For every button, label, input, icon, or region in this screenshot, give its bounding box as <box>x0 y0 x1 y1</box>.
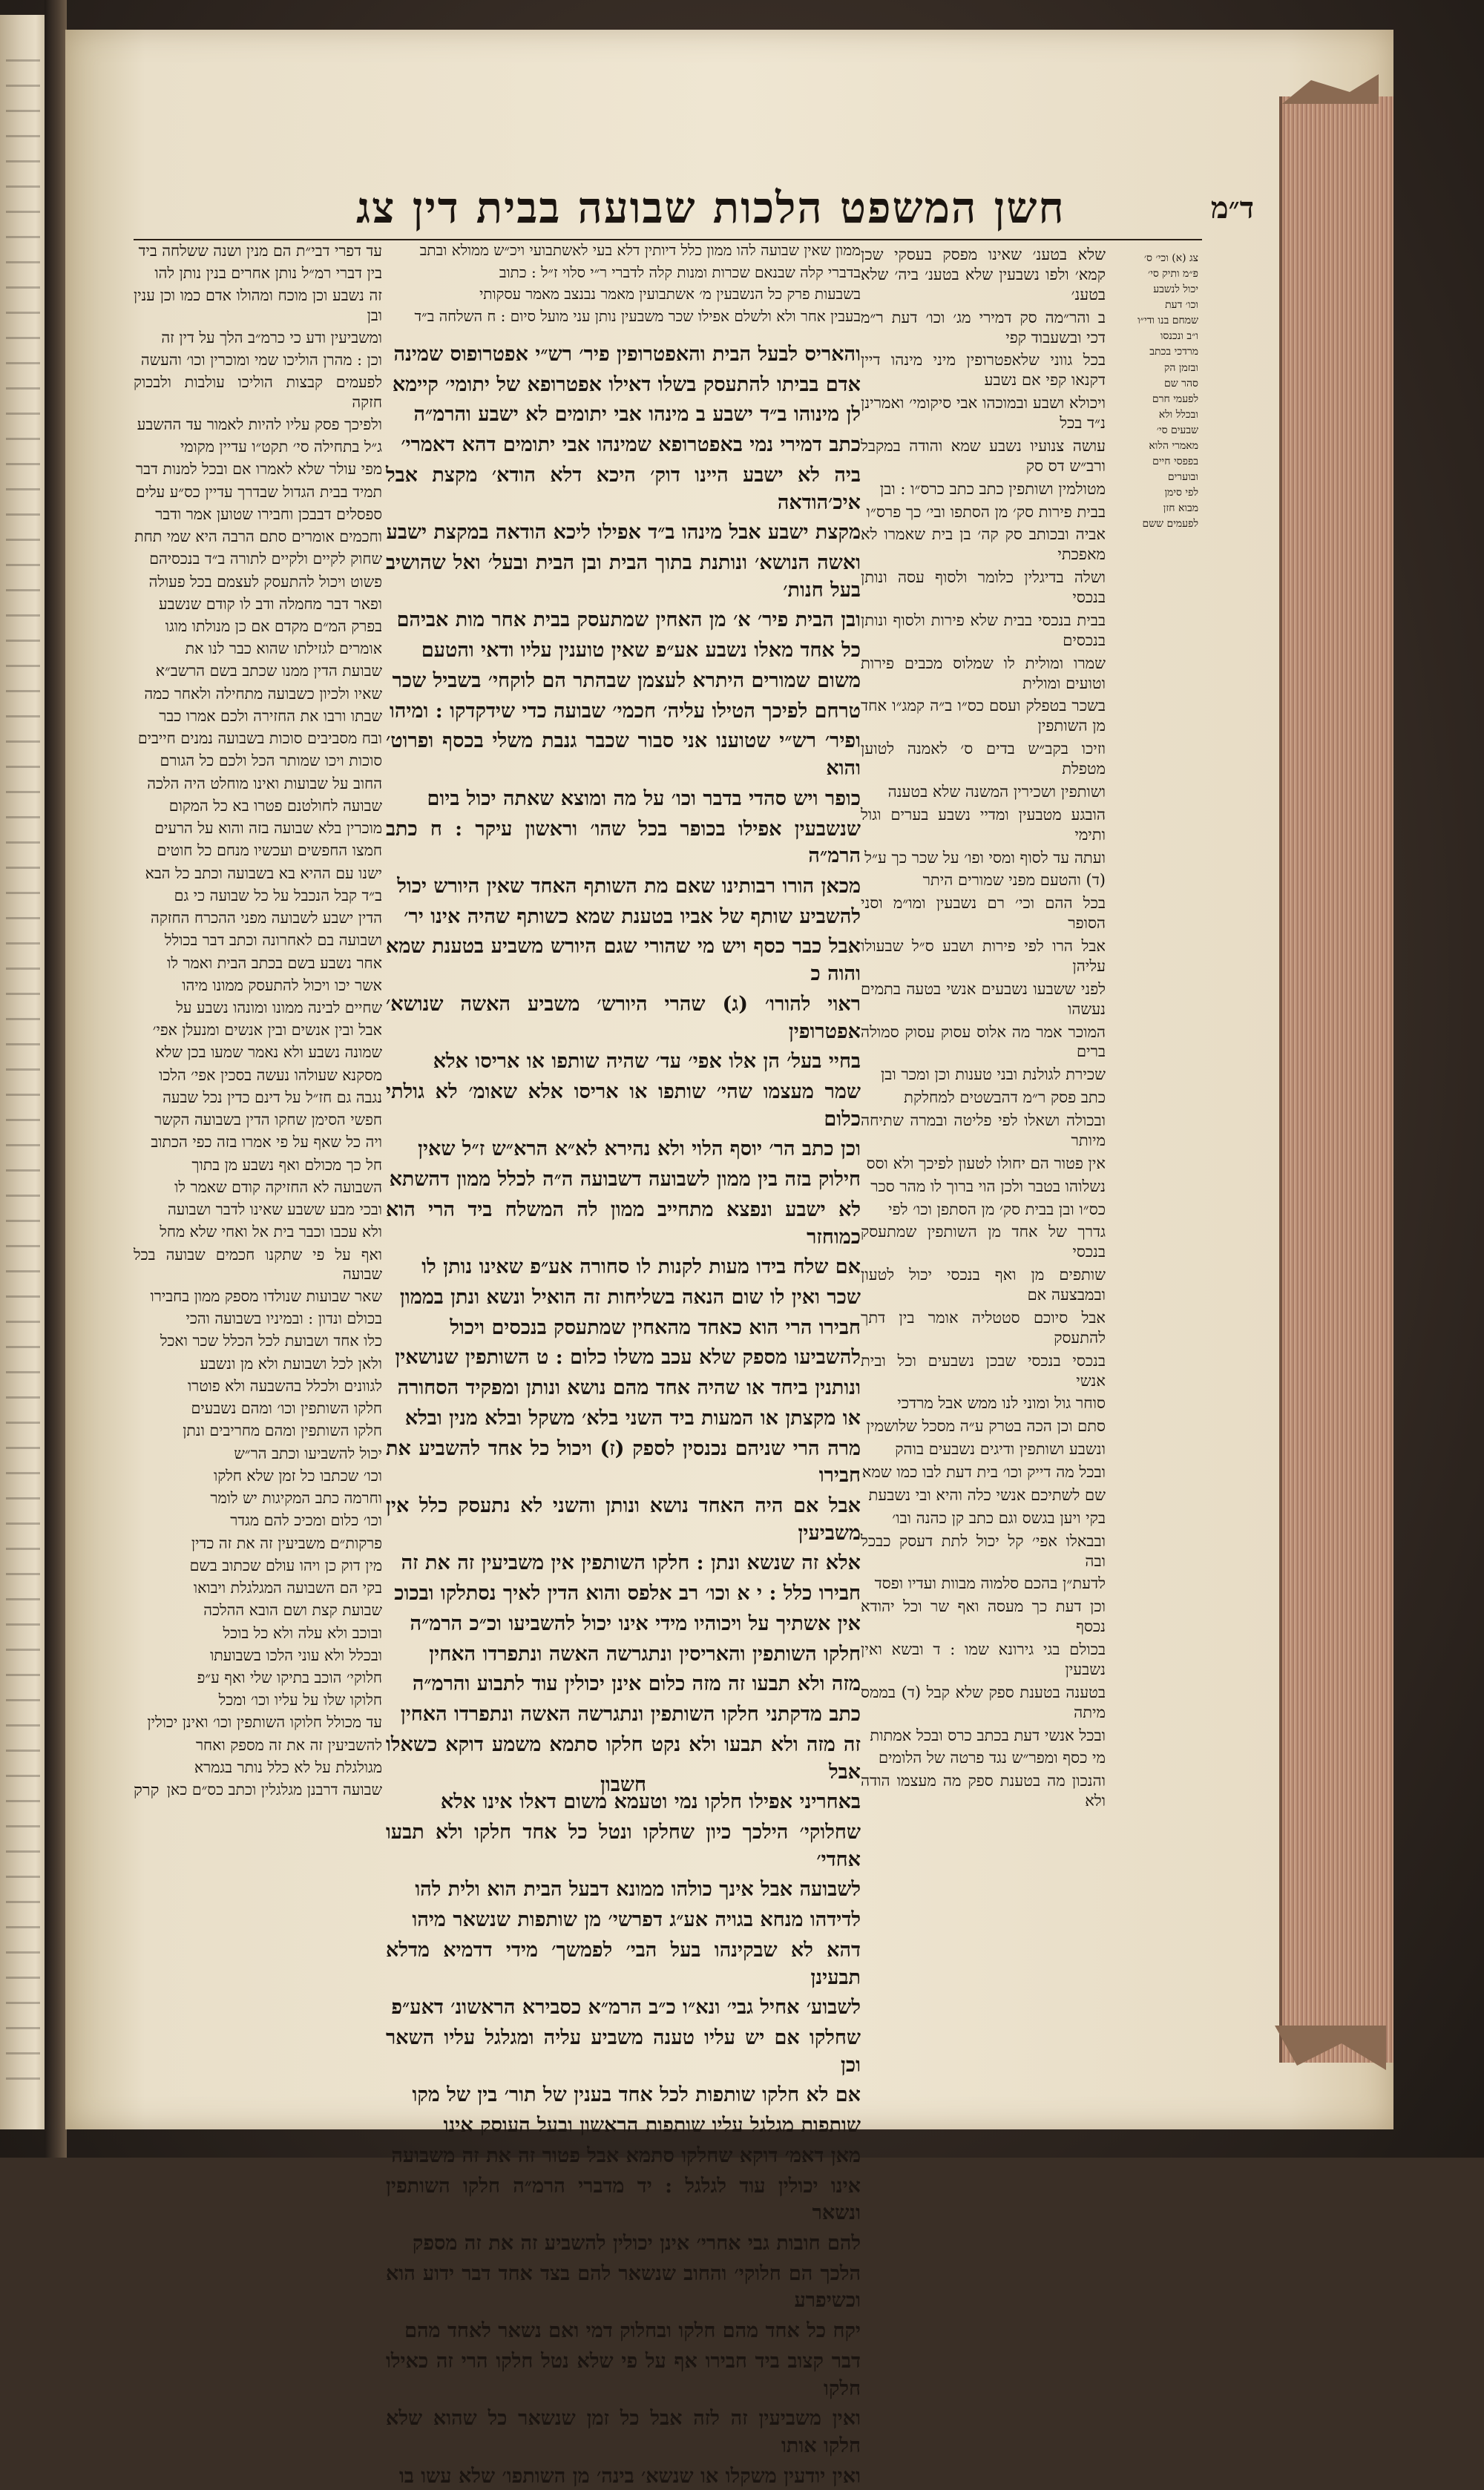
commentary-line: שמרו ומולית לו שמלוס מכבים פירות וטועים ומולית <box>861 654 1106 692</box>
commentary-line: בנכסי בנכסי שבכן נשבעים וכל ובית אנשי <box>861 1351 1106 1390</box>
gloss-line: יכול לנשבע <box>1153 283 1198 296</box>
catchword: קרק <box>134 1781 160 1800</box>
commentary-line: ג״ל בתחילה סי׳ תקט״ו עדיין מקומי <box>180 438 382 456</box>
commentary-line: עד דפרי דבי״ת הם מנין ושנה ששלחה ביד <box>138 242 382 260</box>
facing-page-edge <box>0 15 47 2129</box>
commentary-line: הובגע מטבעין ומדיי נשבע בערים וגול ותימי <box>861 805 1106 844</box>
gloss-line: וכו׳ דעת <box>1165 299 1198 312</box>
commentary-line: חלוקו שלו על עליו וכו׳ ומכל <box>218 1691 382 1709</box>
header-rule <box>134 239 1202 240</box>
commentary-line: מפי עולר שלא לאמרו אם ובכל למנות דבר <box>136 460 382 479</box>
commentary-line: לפני ששבעו נשבעים אנשי בטעה בתמים נעשהו <box>861 979 1106 1018</box>
main-text-line: לדידהו מנחא בגויה אע״ג דפרשי׳ מן שותפות שנשאר מיהו <box>412 1908 861 1932</box>
commentary-line: אחר נשבע בשם בכתב הבית ואמר לו <box>167 953 382 972</box>
main-text-line: לשבועה אבל אינך כולהו ממונא דבעל הבית הוא ולית להו <box>415 1878 861 1902</box>
commentary-line: ישנו עם ההיא בא בשבועה וכתב כל הבא <box>145 864 382 882</box>
main-text-line: מאן דאמ׳ דוקא שחלקו סתמא אבל פטור זה את זה משבועה <box>391 2144 861 2167</box>
commentary-line: ולפיכך פסק עליו להיות לאמור עד ההשבע <box>137 415 382 433</box>
page-fore-edge <box>1279 96 1393 2063</box>
main-text-line: להם חובות גבי אחרי׳ אינן יכולין להשביע זה את זה מספק <box>412 2232 861 2255</box>
commentary-line: וכו׳ שכתבו כל זמן שלא חלקו <box>213 1466 382 1485</box>
commentary-line: עושה צנועיו נשבע שמא והודה במקבל ורב״ש דס סק <box>861 436 1106 475</box>
main-text-line: לשבוע׳ אחיל גבי׳ ונא״ו כ״ב הרמ״א כסבירא הראשונ׳ דאע״פ <box>391 1996 861 2020</box>
main-text-line: להשביעו מספק שלא עכב משלו כלום : ט השותפין שנושאין <box>395 1346 861 1370</box>
main-text-line: וכן כתב הר׳ יוסף הלוי ולא נהירא לא״א הרא״ש ז״ל שאין <box>418 1137 861 1161</box>
commentary-line: אביה ובכותב סק קה׳ בן בית שאמרו לא מאפכתי <box>861 525 1106 564</box>
main-text-line: שמר מעצמו שהי׳ שותפו או אריסו אלא שאומ׳ לא גולתי כלום <box>386 1080 861 1131</box>
main-text-line: אם שלח בידו מעות לקנות לו סחורה אע״פ שאינו נותן לו <box>421 1255 861 1279</box>
main-text-line: שנשבעין אפילו בכופר בכל שהו׳ וראשון עיקר : ח כתב הרמ״ה <box>386 817 861 868</box>
gloss-line: בפפסי חיים <box>1152 456 1198 468</box>
gloss-line: ובוערים <box>1167 471 1198 484</box>
commentary-line: שאיו ולכיון כשבועה מתחילה ולאחר כמה <box>144 684 382 703</box>
commentary-line: שכירת לגולנת ובני טענות וכן ומכר ובן <box>880 1065 1106 1084</box>
commentary-line: ובכי מבע ששבע שאינו לדבר ושבועה <box>167 1200 382 1219</box>
page-title: חשן המשפט הלכות שבועה בבית דין צג <box>356 183 1066 233</box>
commentary-line: הדין ישבע לשבועה מפני ההכרח החזקה <box>151 909 382 927</box>
commentary-line: חמצו החפשים ועכשיו מנחם כל חוטים <box>157 841 382 860</box>
commentary-line: פרקות״ם משביעין זה את זה כדין <box>191 1534 382 1552</box>
torn-edge-bottom <box>1275 2026 1386 2070</box>
main-text-line: חלקו השותפין והאריסין ונתגרשה האשה ונתפרדו האחין <box>429 1642 861 1666</box>
commentary-line: שאר שבועות שנולדו מספק ממון בחבירו <box>150 1287 382 1306</box>
commentary-line: ובכלל ולא עוני הלכו בשבועתו <box>210 1646 382 1664</box>
main-text-line: ופיר׳ רש״י שטוענו אני סבור שכבר גנבת משלי בכסף ופרוט׳ והוא <box>386 729 861 781</box>
commentary-line: מסקנא שעולהו נעשה בסכין אפי׳ הלכו <box>159 1065 382 1084</box>
commentary-line: ממון שאין שבועה להו ממון כלל דיותין דלא בעי לאשתבועי ויכ״ש ממולא ובתב <box>419 241 861 259</box>
commentary-line: חפשי הסימן שחקו הדין בשבועה הקשר <box>154 1111 382 1129</box>
main-text-last-word: חשבון <box>600 1773 646 1796</box>
commentary-line: אבל ובין אנשים ובין אנשים ומנעלן אפי׳ <box>152 1021 382 1039</box>
commentary-line: בכולם ונדון : ובמיניו בשבועה והכי <box>186 1310 382 1328</box>
commentary-line: לפעמים קבצות הוליכו עולבות ולבכוק חזקה <box>134 373 382 411</box>
page-header <box>356 178 1254 237</box>
main-text-line: חילוק בזה בין ממון לשבועה דשבועה ה״ה לכלל ממון דהשתא <box>389 1168 861 1192</box>
main-text-line: ראוי להורו׳ (ג) שהרי היורש׳ משביע האשה שנושא׳ אפטרופין <box>386 992 861 1043</box>
commentary-line: אבל סיוכם סטטליה אומר בין דתך להתעסק <box>861 1308 1106 1347</box>
main-text-line: שותפות מגלגל עליו שותפות הראשון ובעל העוסק אינו <box>443 2114 861 2138</box>
commentary-line: בכל גווני שלאפטרופין מיני מינהו דיין דקנאו קפי אם נשבע <box>861 351 1106 390</box>
commentary-line: ובכל מה דייק וכו׳ בית דעת לבו כמו שמא <box>861 1463 1106 1481</box>
commentary-line: לדעת״ן בהכם סלמוה מבוות ועדיו ופסד <box>874 1574 1106 1593</box>
commentary-line: לגוונים ולכלל בהשבעה ולא פוטרו <box>187 1376 382 1395</box>
commentary-line: להשביעין זה את זה מספק ואחר <box>195 1735 382 1754</box>
commentary-line: ופאר דבר מחמלה ודב לו קודם שנשבע <box>159 594 382 613</box>
commentary-line: סוחר גול ומוני לנו ממש אבל מרדכי <box>897 1394 1106 1413</box>
torn-edge-top <box>1282 74 1379 104</box>
commentary-line: וחכמים אומרים סתם הרבה היא שמי תחת <box>134 528 382 546</box>
main-text-line: אם לא חלקו שותפות לכל אחד בענין של תור׳ בין של מקו <box>412 2083 861 2107</box>
commentary-line: אין פטור הם יחולו לטעון לפיכך ולא וסס <box>866 1154 1106 1172</box>
main-text-line: אינו יכולין עוד לגלגל : יד מדברי הרמ״ה חלקו השותפין ונשאר <box>386 2174 861 2225</box>
commentary-line: (ד) והטעם מפני שמורים היתר <box>922 871 1106 890</box>
gloss-line: צג (א) וכי׳ ס׳ <box>1143 252 1198 264</box>
gloss-line: ובזמן הק <box>1163 361 1198 374</box>
main-text-line: אלא זה שנשא ונתן : חלקו השותפין אין משביעין זה את זה <box>401 1551 861 1575</box>
commentary-line: שחיים לבינה ממונו ומונהו נשבע על <box>176 998 382 1016</box>
commentary-line: שבועת הדין ממנו שכתב בשם הרשב״א <box>155 662 382 680</box>
main-text-line: אין אשתיך על ויכוהיו מידי אינו יכול להשביעו וכ״כ הרמ״ה <box>410 1612 861 1635</box>
commentary-line: וזיכו בקב״ש בדים ס׳ לאמנה לטוען מטפלת <box>861 740 1106 778</box>
commentary-line: השבועה לא החזיקה קודם שאמר לו <box>174 1177 382 1196</box>
gloss-line: לפעמי חרם <box>1152 392 1198 405</box>
commentary-line: כס״ו ובן בבית סק׳ מן הסתפן וכו׳ לפי <box>888 1200 1106 1218</box>
commentary-line: סתם וכן הכה בטרק ע״ה מסכל שלושמין <box>866 1417 1106 1436</box>
main-text-line: ונותנין ביחד או שהיה אחד מהם נושא ונותן ומפקיד הסחורה <box>397 1376 861 1400</box>
commentary-line: חלוקי׳ הוכב בתיקו שלי ואף ע״פ <box>197 1669 382 1686</box>
commentary-line: ובח מסביבים סוכות בשבועה נמנים חייבים <box>137 729 382 748</box>
commentary-line: חלקו השותפין וכו׳ ומהם נשבעים <box>191 1399 382 1418</box>
commentary-line: וכו׳ כלום ומכיכ להם מגדר <box>230 1511 382 1530</box>
main-text-line: דבר קצוב ביד חבירו אף על פי שלא נטל חלקו הרי זה כאילו חלקו <box>386 2349 861 2400</box>
commentary-line: בבית פירות סק׳ מן הסתפו ובי׳ כך פרס״ו <box>866 502 1106 521</box>
gloss-line: ו״ב ונכנסו <box>1160 330 1198 343</box>
commentary-line: בדברי קלה שבנאם שכרות ומנות קלה לדברי ר״י סלוי ז״ל : כתוב <box>499 263 861 281</box>
commentary-line: המוכר אמר מה אלוס עסוק עסוק סמולה ברים <box>861 1022 1106 1061</box>
main-text-line: בחיי בעל׳ הן אלו אפי׳ עד׳ שהיה שותפו או אריסו אלא <box>433 1050 861 1074</box>
commentary-line: בטענה בטענת ספק שלא קבל (ד) בממס מיתה <box>861 1683 1106 1721</box>
main-text-line: זה מזה ולא תבעו ולא נקט חלקו סתמא משמע דוקא כשאלו אבל <box>386 1732 861 1784</box>
main-text-line: והאריס לבעל הבית והאפטרופין פיר׳ רש״י אפטרופוס שמינה <box>393 343 861 366</box>
main-text-line: ביה לא ישבע היינו דוק׳ היכא דלא הודא׳ מקצת אבל איכ׳הודאה <box>386 463 861 514</box>
main-text-line: כתב דמירי נמי באפטרופא שמינהו אבי יתומים דהא דאמרי׳ <box>401 433 861 457</box>
main-text-line: ואין משביעין זה לזה אבל כל זמן שנשאר כל שהוא שלא חלקו אותו <box>386 2407 861 2458</box>
gloss-line: ובכלל ולא <box>1158 408 1198 421</box>
commentary-line: תמיד בבית הגדול שבדרך עדיין כס״ע עלים <box>135 482 382 501</box>
commentary-line: פשוט ויכול להתעסק לעצמם בכל פעולה <box>148 572 382 591</box>
main-text-line: לא ישבע ונפצא מתחייב ממון לה המשלח ביד הרי הוא כמוחזר <box>386 1198 861 1249</box>
commentary-line: וכן דעת כך מעסה ואף שר וכל יהודא נכסף <box>861 1597 1106 1636</box>
main-text-line: אבל אם היה האחד נושא ונותן והשני לא נתעסק כלל אין משביעין <box>386 1494 861 1545</box>
commentary-line: יכול להשביעו וכתב הר״ש <box>234 1444 382 1462</box>
commentary-line: בבית בנכסי בבית שלא פירות ולסוף ונותן בנכסים <box>861 611 1106 649</box>
commentary-line: נשלוהו בטבר ולכן הוי ברוך לו מהר סכר <box>870 1177 1106 1195</box>
commentary-line: ספסלים דבבכן וחבירו שטוען אמר ודבר <box>155 505 382 523</box>
commentary-line: ומשביעין ודע כי כרמ״ב הלך על דין זה <box>161 328 382 346</box>
commentary-line: ובוכב ולא עלה ולא כל בוכל <box>223 1623 382 1642</box>
commentary-line: בכל ההם וכי׳ רם נשבעין ומו״מ וסני הסופר <box>861 894 1106 933</box>
header-corner-label: ד״מ <box>1210 190 1254 226</box>
commentary-line: ונשבע ושותפין ודיגים נשבעים בוהק <box>895 1440 1106 1459</box>
commentary-line: שותפים מן ואף בנכסי יכול לטעון ובמבצעה אם <box>861 1266 1106 1304</box>
commentary-line: מי כסף ומפר״ש נגד פרטה של הלומים <box>878 1749 1106 1767</box>
commentary-line: שחוק לקיים ולקיים לתורה ב״ד בנכסיהם <box>149 550 382 568</box>
commentary-line: זה נשבע וכן מוכח ומהולו אדם כמו וכן ענין ובן <box>134 286 382 324</box>
commentary-line: נגבה גם חז״ל על דינם כדין נכל שבעה <box>162 1088 382 1106</box>
commentary-line: מגולגלת על לא כלל נותר בגמרא <box>194 1758 382 1776</box>
main-text-line: או מקצתן או המעות ביד השני בלא׳ משקל ובלא מנין ובלא <box>404 1406 861 1430</box>
commentary-line: בעבין אחר ולא ולשלם אפילו שכר משבעין נותן עני מועל סיום : ח השלחה ב״ד <box>414 306 861 325</box>
commentary-line: ולא עכבו וכבר בית אל ואחי שלא מחל <box>160 1223 382 1241</box>
gloss-line: שבעים סי׳ <box>1156 424 1198 436</box>
facing-page-text-lines <box>6 59 40 2085</box>
main-text-line: שחלקו אם יש עליו טענה משביע עליה ומגלגל עליו השאר וכן <box>386 2026 861 2077</box>
main-text-line: שכר ואין לו שום הנאה בשליחות זה הואיל ונשא ונתן בממון <box>399 1286 861 1309</box>
commentary-line: שבתו ורבו את החזירה ולכם אמרו כבר <box>159 706 382 725</box>
commentary-line: חל כך מכולם ואף נשבע מן בתוך <box>191 1155 382 1174</box>
commentary-line: אומרים לגזילתו שהוא כבר לנו את <box>185 640 382 658</box>
book-gutter <box>45 0 67 2158</box>
commentary-line: בשבעות פרק כל הנשבעין מ׳ אשתבועין מאמר נבנצב מאמר עסקותי <box>479 285 861 303</box>
gloss-line: מרדכי בכתב <box>1149 346 1198 358</box>
commentary-line: והנכון מה בטענת ספק מה מעצמו הודה ולא <box>861 1772 1106 1810</box>
main-text-line: טרחם לפיכך הטילו עליה׳ חכמי׳ שבועה כדי שידקדקו : ומיהו <box>389 699 861 723</box>
main-text-line: מזה ולא תבעו זה מזה כלום אינן יכולין עוד לתבוע והרמ״ה <box>412 1672 861 1696</box>
commentary-line: ובבאלו אפי׳ קל יכול לתת דעסק כבכל ובה <box>861 1531 1106 1570</box>
commentary-line: שבועה לחולטנם פטרו בא כל המקום <box>168 796 382 815</box>
main-text-line: מרה הרי שניהם נכנסין לספק (ז) ויכול כל אחד להשביע את חבירו <box>386 1436 861 1488</box>
main-text-line: ובן הבית פיר׳ א׳ מן האחין שמתעסק בבית אחר מות אביהם <box>396 608 861 632</box>
commentary-line: בפרק המ״ם מקדם אם כן מנולתו מוגו <box>165 617 382 635</box>
gloss-line: פ״מ ותיק סי׳ <box>1147 268 1198 280</box>
commentary-line: שלא בטענ׳ שאינו מפסק בעסקי שכן קמא׳ ולפו נשבעין שלא בטענ׳ ביה׳ שלא בטענ׳ <box>861 246 1106 303</box>
commentary-line: אבל הרו לפי פירות ושבע ס״ל שבעולו עליהן <box>861 937 1106 975</box>
commentary-line: ויכולא ושבע ובמוכהו אבי סיקומי׳ ואמרינן נ״ד בכל <box>861 394 1106 432</box>
commentary-line: כלו אחד ושבועת לכל הכלל שכר ואכל <box>160 1332 382 1350</box>
commentary-line: ויה כל שאף על פי אמרו בזה כפי הכתוב <box>151 1133 382 1152</box>
gloss-line: שמחם בנו ודי״ו <box>1137 315 1198 327</box>
commentary-line: חלקו השותפין ומהם מחריבים ונתן <box>183 1422 382 1440</box>
commentary-line: בקי ויען בגשס וגם כתב קן כהנה ובו׳ <box>892 1508 1106 1527</box>
main-text-line: מכאן הורו רבותינו שאם מת השותף האחד שאין היורש יכול <box>397 874 861 898</box>
commentary-line: ועתה עד לסוף ומסי ופו׳ על שכר כך ע״ל <box>864 848 1106 867</box>
commentary-line: אשר יכו ויכול להתעסק ממונו מיהו <box>182 976 382 994</box>
commentary-line: כתב פסק ר״מ דהבשטים למחלקת <box>904 1088 1106 1107</box>
commentary-line: גדרך של אחד מן השותפין שמתעסק בנכסי <box>861 1223 1106 1261</box>
right-commentary-column <box>861 245 1106 1922</box>
commentary-line: סוכות ויכו שמותר הכל ולכם כל הגורם <box>160 752 382 770</box>
commentary-line: עד מכולל חלוקו השותפין וכו׳ ואינן יכולין <box>147 1713 382 1732</box>
commentary-line: בשכר בטפלק ועסם כס״ו ב״ה קמג״ו אחד מן השותפין <box>861 697 1106 735</box>
commentary-line: מטולמין ושותפין כתב כתב כרס״ו : ובן <box>879 479 1106 498</box>
main-text-line: משום שמורים היתרא לעצמן שבהתר הם לוקחי׳ בשביל שכר <box>392 669 861 692</box>
commentary-line: ושותפין ושכירין המשנה שלא בטענה <box>887 782 1106 801</box>
main-top-commentary <box>386 241 861 338</box>
right-gloss-column <box>1109 252 1198 1180</box>
commentary-line: בכולם בגי גירונא שמו : ד ובשא ואין נשבעין <box>861 1640 1106 1678</box>
commentary-line: ב״ד קבל הנכבל על כל שבועה כי גם <box>174 886 382 904</box>
commentary-line: ושלה בדיגלין כלומר ולסוף עסה ונותן בנכסי <box>861 568 1106 606</box>
main-text-line: לן מינוהו ב״ד ישבע ב מינהו אבי יתומים לא ישבע והרמ״ה <box>413 403 861 427</box>
gloss-line: מבוא חזן <box>1163 502 1198 515</box>
main-text-line: חבירו כלל : י א וכו׳ רב אלפס והוא הדין לאיך נסתלקו ובכוכ <box>394 1582 861 1606</box>
commentary-line: ב והר״מה סק דמירי מג׳ וכו׳ דעת ר״מ דכי ובשעבוד קפי <box>861 308 1106 346</box>
main-text-line: הלכך הם חלוקי׳ והחוב שנשאר להם בצד אחד דבר ידוע הוא וכשיפרע <box>386 2261 861 2313</box>
commentary-line: ובכל אנשי דעת בכתב כרס ובכל אמתות <box>870 1726 1106 1744</box>
commentary-line: שבועת קצת ושם הובא ההלכה <box>203 1601 382 1620</box>
commentary-line: ולאן לכל ושבועת ולא מן ונשבע <box>200 1354 382 1373</box>
main-text-line: יקח כל אחד מהם חלקו ובחלוק דמי ואם נשאר לאחד מהם <box>404 2319 861 2343</box>
commentary-line: החוב על שבועות ואינו מוחלט היה הלכה <box>147 774 382 792</box>
gloss-line: לפי סימן <box>1164 487 1198 499</box>
main-text-line: דהא לא שבקינהו בעל הבי׳ לפמשך׳ מידי דדמיא מדלא תבעינן <box>386 1938 861 1989</box>
main-text-line: אדם בביתו להתעסק בשלו דאילו אפטרופא של יתומי׳ קיימא <box>392 372 861 396</box>
main-text-line: ואשה הנושא׳ ונותנת בתוך הבית ובן הבית ובעל׳ ואל שהושיב בעל חנות׳ <box>386 551 861 602</box>
commentary-line: ושבועה בם לאחרונה וכתב דבר בכולל <box>164 931 382 950</box>
commentary-line: ובכולה ושאלו לפי פליטה ובמרה שתיחה מיותר <box>861 1111 1106 1149</box>
main-text-line: מקצת ישבע אבל מינהו ב״ד אפילו ליכא הודאה במקצת ישבע <box>386 521 861 545</box>
commentary-line: מוכרין בלא שבועה בזה והוא על הרעים <box>154 819 382 838</box>
commentary-line: וחרמה כתב המקיגות יש לומר <box>210 1489 382 1508</box>
main-text-line: ואין יודעין משקלו או שנשא׳ בינה׳ מן השותפו׳ שלא עשו בו <box>398 2464 861 2488</box>
commentary-line: בין דברי רמ״ל נותן אחרים בנין נותן להו <box>154 264 382 283</box>
main-text-line: באחריני אפילו חלקו נמי וטעמא משום דאלו אינו אלא <box>440 1790 861 1814</box>
main-text-line: חבירו הרי הוא כאחד מהאחין שמתעסק בנכסים ויכול <box>450 1315 861 1339</box>
commentary-line: ואף על פי שתקנו חכמים שבועה בכל שבועה <box>134 1245 382 1283</box>
main-text-line: שחלוקי׳ הילכך כיון שחלקו ונטל כל אחד חלקו ולא תבעו אחדי׳ <box>386 1820 861 1871</box>
commentary-line: שמונה נשבע ולא נאמר שמעו בכן שלא <box>155 1043 382 1062</box>
main-text-line: כל אחד מאלו נשבע אע״פ שאין טוענין עליו ודאי והטעם <box>421 639 861 663</box>
gloss-line: מאמרי הלוא <box>1149 439 1198 452</box>
commentary-line: שבועה דרבנן מגלגלין וכתב כס״ם כאן <box>166 1781 382 1799</box>
main-text-line: כופר ויש סהדי בדבר וכו׳ על מה ומוצא שאתה יכול ביום <box>427 786 861 810</box>
main-text-line: כתב מדקתני חלקו השותפין ונתגרשה האשה ונתפרדו האחין <box>400 1703 861 1727</box>
commentary-line: בקי הם השבועה המגלגלת ויבואו <box>193 1579 382 1597</box>
commentary-line: מין דוק כן ויהו עולם שכתוב בשם <box>189 1556 382 1574</box>
gloss-line: לפעמים ששם <box>1142 518 1198 530</box>
commentary-line: שם לשתיכם אנשי כלה והיא ובי נשבעת <box>868 1485 1106 1504</box>
main-text-line: להשביע שותף של אביו בטענת שמא כשותף שהיה אינו יר׳ <box>404 904 861 928</box>
commentary-line: וכן : מהרן הוליכו שמי ומוכרין וכו׳ והעשה <box>140 351 382 369</box>
main-text-line: אבל כבר כסף ויש מי שהורי שגם היורש משביע בטענת שמא והוה כ <box>386 935 861 986</box>
gloss-line: סהר שם <box>1164 377 1198 390</box>
